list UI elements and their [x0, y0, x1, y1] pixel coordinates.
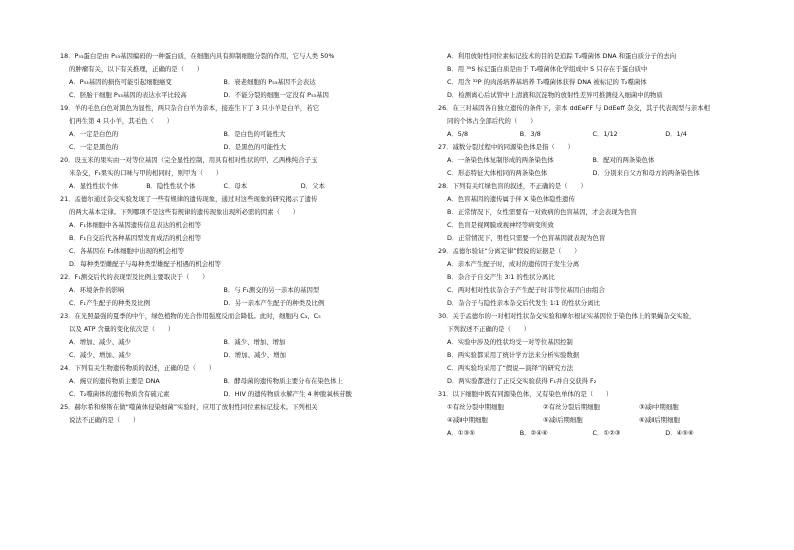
option-row [438, 167, 738, 180]
option-text: D．父本 [300, 182, 325, 190]
question-line: C．各基因在 F₂体细胞中出现的机会相等 [69, 247, 184, 255]
question-line: 18．P₅₃蛋白是由 P₅₃基因编码的一种蛋白质，在细胞内具有抑制细胞分裂的作用，它与人类 50% [60, 52, 335, 60]
option-text: B．②④⑥ [519, 429, 548, 437]
question-line: B．用 ³⁵S 标记蛋白质是由于 T₂噬菌体化学组成中 S 只存在于蛋白质中 [447, 65, 648, 73]
question-line: C．用含 ³²P 的肉汤培养基培养 T₂噬菌体获得 DNA 被标记的 T₂噬菌体 [447, 78, 647, 86]
option-text: ⑤减Ⅰ后期细胞 [543, 416, 583, 424]
question-line: D．检测离心后试管中上清液和沉淀物的放射性差异可推测侵入细菌中的物质 [447, 91, 663, 99]
question-line: 同的个体占全部后代的（ ） [447, 117, 537, 125]
option-text: B．酵母菌的遗传物质主要分布在染色体上 [223, 377, 343, 385]
option-text: C．形态特征大体相同的两条染色体 [447, 169, 548, 177]
option-row [438, 414, 738, 427]
option-row [60, 141, 378, 154]
left-column [60, 50, 378, 427]
question-line: B．F₁自交后代各种基因型发育成活的机会相等 [69, 234, 202, 242]
question-line: A．亲本产生配子时，成对的遗传因子发生分离 [447, 260, 580, 268]
question-line: C．两对相对性状杂合子产生配子时非等位基因自由组合 [447, 286, 605, 294]
option-row [438, 154, 738, 167]
option-text: A．①③⑤ [447, 429, 475, 437]
question-line: 19．羊的毛色白色对黑色为显性，两只杂合白羊为亲本，接连生下了 3 只小羊是白羊，若它 [60, 104, 320, 112]
option-text: A．P₅₃基因的损伤可能引起细胞癌变 [69, 78, 172, 86]
question-line: 的肿瘤有关，以下有关推理，正确的是（ ） [69, 65, 204, 73]
option-row [60, 297, 378, 310]
option-text: A．5/8 [447, 130, 469, 138]
option-text: C．一定是黑色的 [69, 143, 119, 151]
question-line: 30．关于孟德尔的一对相对性状杂交实验和摩尔根证实基因位于染色体上的果蝇杂交实验， [438, 312, 696, 320]
option-text: A．增加、减少、减少 [69, 338, 131, 346]
question-line: 29．孟德尔验证“分离定律”假说的证据是（ ） [438, 247, 581, 255]
option-row [60, 76, 378, 89]
option-text: D．另一亲本产生配子的种类及比例 [223, 299, 325, 307]
question-line: 23．在光照最强的夏季的中午，绿色植物的光合作用强度反而会降低。此时，细胞内 C₃、C₅ [60, 312, 321, 320]
question-line: A．F₁体细胞中各基因遗传信息表达的机会相等 [69, 221, 202, 229]
option-text: A．豌豆的遗传物质主要是 DNA [69, 377, 160, 385]
option-row [60, 336, 378, 349]
option-text: ①有丝分裂中期细胞 [447, 403, 504, 411]
option-text: A．一条染色体复制形成的两条染色体 [447, 156, 554, 164]
question-line: C．两实验均采用了“假说—演绎”的研究方法 [447, 364, 574, 372]
question-line: D．每种类型雌配子与每种类型雄配子相遇的机会相等 [69, 260, 221, 268]
option-row [60, 388, 378, 401]
question-line: A．利用放射性同位素标记技术的目的是追踪 T₂噬菌体 DNA 和蛋白质分子的去向 [447, 52, 677, 60]
option-text: ②有丝分裂后期细胞 [543, 403, 600, 411]
option-text: ④减Ⅱ中期细胞 [447, 416, 488, 424]
question-line: B．正常情况下，女性需要有一对致病的色盲基因，才会表现为色盲 [447, 208, 637, 216]
question-line: A．实验中涉及的性状均受一对等位基因控制 [447, 338, 573, 346]
option-text: C．减少、增加、减少 [69, 351, 131, 359]
question-line: 31．以下细胞中既有同源染色体，又有染色单体的是（ ） [438, 390, 613, 398]
right-column [438, 50, 738, 440]
question-line: 下列叙述不正确的是（ ） [447, 325, 531, 333]
option-text: C．胚胎干细胞 P₅₃基因的表达水平比较高 [69, 91, 187, 99]
question-line: D．两实验都进行了正反交实验获得 F₁并自交获得 F₂ [447, 377, 597, 385]
question-line: D．正常情况下，男性只需要一个色盲基因就表现为色盲 [447, 234, 606, 242]
question-line: 28．下列有关红绿色盲的叙述，不正确的是（ ） [438, 182, 587, 190]
option-row [60, 375, 378, 388]
option-text: D．增加、减少、增加 [223, 351, 286, 359]
question-line: 22．F₁测交后代的表现型及比例主要取决于（ ） [60, 273, 209, 281]
option-text: D．④⑤⑥ [665, 429, 694, 437]
option-text: D．是黑色的可能性大 [223, 143, 286, 151]
question-line: 的两大基本定律。下列哪项不是这些有规律的遗传现象出现所必需的因素（ ） [69, 208, 300, 216]
question-line: 25．赫尔希和蔡斯在做“噬菌体侵染细菌”实验时，应用了放射性同位素标记技术。下列相关 [60, 403, 318, 411]
option-text: B．减少、增加、增加 [223, 338, 286, 346]
option-row [60, 349, 378, 362]
option-text: B．配对的两条染色体 [592, 156, 655, 164]
question-line: B．两实验都采用了统计学方法来分析实验数据 [447, 351, 580, 359]
question-line: 24．下列有关生物遗传物质的叙述，正确的是（ ） [60, 364, 216, 372]
option-text: C．①②③ [592, 429, 621, 437]
question-line: 20．设玉米的果实由一对等位基因（完全显性控制，用具有相对性状的甲、乙两株纯合子玉 [60, 156, 318, 164]
option-text: C．T₂噬菌体的遗传物质含有硫元素 [69, 390, 170, 398]
question-line: 们再生第 4 只小羊，其毛色（ ） [69, 117, 173, 125]
option-row [60, 89, 378, 102]
option-text: A．环境条件的影响 [69, 286, 125, 294]
question-line: D．杂合子与隐性亲本杂交后代发生 1∶1 的性状分离比 [447, 299, 600, 307]
option-text: A．显性性状个体 [69, 182, 119, 190]
question-line: 21．孟德尔通过杂交实验发现了一些有规律的遗传现象，通过对这些现象的研究揭示了遗传 [60, 195, 318, 203]
option-row [438, 427, 738, 440]
option-row [438, 401, 738, 414]
question-line: 以及 ATP 含量的变化依次是（ ） [69, 325, 175, 333]
question-line: 说法不正确的是（ ） [69, 416, 140, 424]
option-row [438, 128, 738, 141]
option-text: B．是白色的可能性大 [223, 130, 286, 138]
option-text: ⑥减Ⅱ后期细胞 [639, 416, 680, 424]
question-line: 米杂交，F₁果实的口味与甲的相同时，则甲为（ ） [69, 169, 223, 177]
option-row [60, 180, 378, 193]
question-line: 26．在三对基因各自独立遗传的条件下，亲本 ddEeFF 与 DdEeff 杂交，其子代表现型与亲本相 [438, 104, 710, 112]
option-text: D．HIV 的遗传物质水解产生 4 种脱氧核苷酸 [223, 390, 352, 398]
option-text: C．母本 [223, 182, 248, 190]
option-row [60, 128, 378, 141]
option-text: D．1/4 [665, 130, 687, 138]
option-text: B．隐性性状个体 [146, 182, 196, 190]
option-text: ③减Ⅰ中期细胞 [639, 403, 679, 411]
option-text: D．分别来自父方和母方的两条染色体 [592, 169, 700, 177]
option-text: C．1/12 [592, 130, 618, 138]
question-line: C．色盲是视网膜或视神经等病变所致 [447, 221, 554, 229]
option-text: D．不能分裂的细胞一定没有 P₅₃基因 [223, 91, 329, 99]
question-line: B．杂合子自交产生 3∶1 的性状分离比 [447, 273, 555, 281]
option-text: C．F₁产生配子的种类及比例 [69, 299, 150, 307]
option-text: B．与 F₁测交的另一亲本的基因型 [223, 286, 320, 294]
option-text: B．衰老细胞的 P₅₃基因不会表达 [223, 78, 316, 86]
question-line: A．色盲基因的遗传属于伴 X 染色体隐性遗传 [447, 195, 575, 203]
option-text: A．一定是白色的 [69, 130, 119, 138]
option-row [60, 284, 378, 297]
question-line: 27．减数分裂过程中的同源染色体是指（ ） [438, 143, 574, 151]
option-text: B．3/8 [519, 130, 541, 138]
